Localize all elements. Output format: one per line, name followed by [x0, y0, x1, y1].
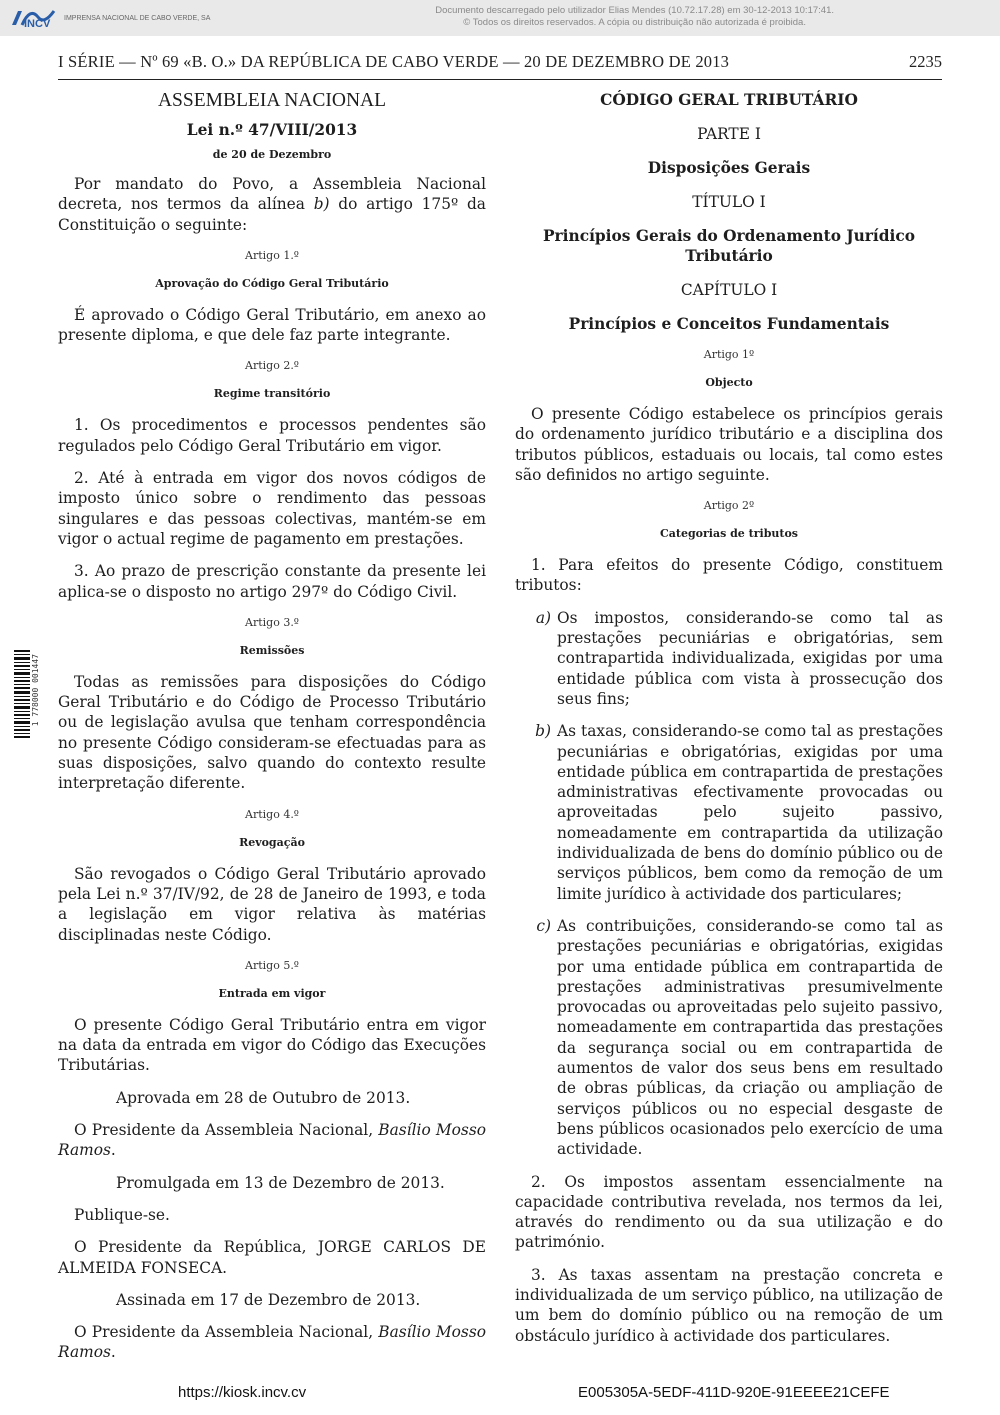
notice-line-1: Documento descarregado pelo utilizador Elias Mendes (10.72.17.28) em 30-12-2013 10:17:41.	[435, 5, 834, 16]
gazette-series-line: I SÉRIE — Nº 69 «B. O.» DA REPÚBLICA DE CABO VERDE — 20 DE DEZEMBRO DE 2013	[58, 52, 730, 71]
signature-role: O Presidente da Assembleia Nacional,	[74, 1323, 379, 1342]
list-item-label: c)	[536, 916, 551, 935]
article-paragraph: 3. Ao prazo de prescrição constante da presente lei aplica-se o disposto no artigo 297º do Código Civil.	[58, 562, 486, 601]
article-title: Revogação	[239, 835, 305, 849]
page-number: 2235	[909, 52, 942, 71]
article-title: Objecto	[705, 376, 753, 389]
article-paragraph: 2. Os impostos assentam essencialmente na capacidade contributiva revelada, nos termos da lei, através do rendimento ou da sua utilização e do património.	[515, 1172, 943, 1252]
article-paragraph: 3. As taxas assentam na prestação concreta e individualizada de um serviço público, na utilização de um bem do domínio público ou na remoção de um obstáculo jurídico à actividade dos particulares.	[515, 1265, 943, 1345]
list-item-label: b)	[535, 722, 551, 741]
law-date: de 20 de Dezembro	[212, 148, 332, 161]
signature-line	[58, 1120, 486, 1161]
president-republic-line: O Presidente da República, JORGE CARLOS DE ALMEIDA FONSECA.	[58, 1238, 486, 1277]
article-label: Artigo 1º	[703, 348, 755, 361]
incv-logo-icon	[8, 5, 60, 31]
left-column	[58, 88, 486, 1363]
article-paragraph: É aprovado o Código Geral Tributário, em anexo ao presente diploma, e que dele faz parte integrante.	[58, 305, 486, 345]
article-label: Artigo 5.º	[245, 958, 299, 972]
running-header	[58, 52, 942, 76]
footer-url[interactable]: https://kiosk.incv.cv	[178, 1384, 307, 1401]
barcode-number: 1 778000 001447	[31, 654, 40, 727]
signature-period: .	[110, 1343, 116, 1362]
footer-document-id: E005305A-5EDF-411D-920E-91EEEE21CEFE	[578, 1384, 890, 1401]
chapter-name: Princípios e Conceitos Fundamentais	[568, 315, 890, 333]
part-label: PARTE I	[697, 125, 761, 143]
signature-name: Basílio Mosso Ramos	[58, 1323, 486, 1362]
chapter-label: CAPÍTULO I	[680, 281, 778, 299]
law-title: Lei n.º 47/VIII/2013	[186, 121, 358, 139]
article-label: Artigo 2º	[703, 499, 755, 513]
header-rule	[58, 79, 942, 80]
preamble-alinea: b)	[313, 195, 330, 214]
right-column	[515, 88, 943, 1346]
barcode-icon	[14, 650, 30, 738]
code-title: CÓDIGO GERAL TRIBUTÁRIO	[600, 91, 858, 109]
article-title: Entrada em vigor	[218, 986, 326, 1000]
article-title: Remissões	[239, 643, 305, 657]
signature-line	[58, 1322, 486, 1363]
list-item-text: Os impostos, considerando-se como tal as prestações pecuniárias e obrigatórias, sem contrapartida individualizada, exigidas por uma entidade pública com vista à prossecução dos seus fins;	[557, 608, 943, 708]
article-title: Regime transitório	[213, 387, 331, 401]
incv-logo	[8, 4, 210, 32]
logo-text: IMPRENSA NACIONAL DE CABO VERDE, SA	[64, 14, 211, 22]
article-paragraph: 2. Até à entrada em vigor dos novos códigos de imposto único sobre o rendimento das pessoas singulares e das pessoas colectivas, mantém-se em vigor o actual regime de pagamento em prestações.	[58, 469, 486, 548]
publish-line: Publique-se.	[74, 1205, 170, 1224]
article-title: Categorias de tributos	[660, 527, 798, 541]
signature-period: .	[110, 1141, 116, 1160]
article-paragraph: O presente Código estabelece os princípios gerais do ordenamento jurídico tributário e a disciplina dos tributos públicos, estaduais ou locais, tal como estes são definidos no artigo seguinte.	[515, 405, 943, 484]
article-label: Artigo 3.º	[245, 615, 299, 629]
article-label: Artigo 2.º	[245, 359, 299, 373]
download-notice-bar	[0, 0, 1000, 36]
barcode	[14, 650, 30, 742]
signature-name: Basílio Mosso Ramos	[58, 1121, 486, 1160]
list-item-text: As taxas, considerando-se como tal as prestações pecuniárias e obrigatórias, exigidas por uma entidade pública em contrapartida de prestações administrativas efectivamente provocadas ou aproveitadas pelo sujeito passivo, nomeadamente em contrapartida da utilização individualizada de bens do domínio público ou de serviços públicos, bem como da remoção de um limite jurídico à actividade dos particulares;	[557, 722, 943, 903]
article-paragraph: Todas as remissões para disposições do Código Geral Tributário e do Código de Processo Tributário ou de legislação avulsa que tenham correspondência no presente Código consideram-se efectuadas para as suas disposições, salvo quando do contexto resulte interpretação diferente.	[58, 672, 486, 793]
title-name: Princípios Gerais do Ordenamento Jurídico Tributário	[542, 227, 915, 265]
approved-date: Aprovada em 28 de Outubro de 2013.	[116, 1088, 411, 1107]
article-label: Artigo 1.º	[245, 248, 299, 262]
preamble	[58, 174, 486, 235]
signature-role: O Presidente da Assembleia Nacional,	[74, 1121, 379, 1140]
list-item-label: a)	[535, 608, 551, 627]
svg-text:INCV: INCV	[24, 18, 51, 30]
institution-heading: ASSEMBLEIA NACIONAL	[157, 90, 387, 111]
list-item	[515, 721, 943, 904]
article-paragraph: 1. Os procedimentos e processos pendentes são regulados pelo Código Geral Tributário em vigor.	[58, 416, 486, 455]
preamble-text-2: do artigo 175º da Constituição o seguinte:	[58, 195, 486, 234]
preamble-text-1: Por mandato do Povo, a Assembleia Nacional decreta, nos termos da alínea	[58, 175, 486, 214]
article-label: Artigo 4.º	[245, 807, 299, 821]
title-label: TÍTULO I	[692, 193, 766, 211]
article-paragraph: O presente Código Geral Tributário entra em vigor na data da entrada em vigor do Código das Execuções Tributárias.	[58, 1015, 486, 1075]
article-title: Aprovação do Código Geral Tributário	[155, 276, 389, 290]
article-paragraph: 1. Para efeitos do presente Código, constituem tributos:	[515, 556, 943, 595]
promulgated-date: Promulgada em 13 de Dezembro de 2013.	[116, 1173, 445, 1192]
list-item-text: As contribuições, considerando-se como tal as prestações pecuniárias e obrigatórias, exigidas por uma entidade pública em contrapartida de prestações administrativas presumivelmente provocadas ou aproveitadas pelo sujeito passivo, nomeadamente em contrapartida das prestações da segurança social ou em contrapartida de aumentos de valor dos seus bens em resultado de obras públicas, da criação ou ampliação de serviços públicos ou no especial desgaste de bens públicos ocasionados pelo exercício de uma actividade.	[557, 916, 943, 1159]
list-item	[515, 916, 943, 1160]
list-item	[515, 608, 943, 709]
article-paragraph: São revogados o Código Geral Tributário aprovado pela Lei n.º 37/IV/92, de 28 de Janeiro de 1993, e toda a legislação em vigor relativa às matérias disciplinadas neste Código.	[58, 864, 486, 944]
notice-line-2: © Todos os direitos reservados. A cópia ou distribuição não autorizada é proibida.	[463, 17, 806, 28]
signed-date: Assinada em 17 de Dezembro de 2013.	[116, 1290, 421, 1309]
download-notice	[435, 5, 834, 29]
part-title: Disposições Gerais	[647, 159, 811, 177]
